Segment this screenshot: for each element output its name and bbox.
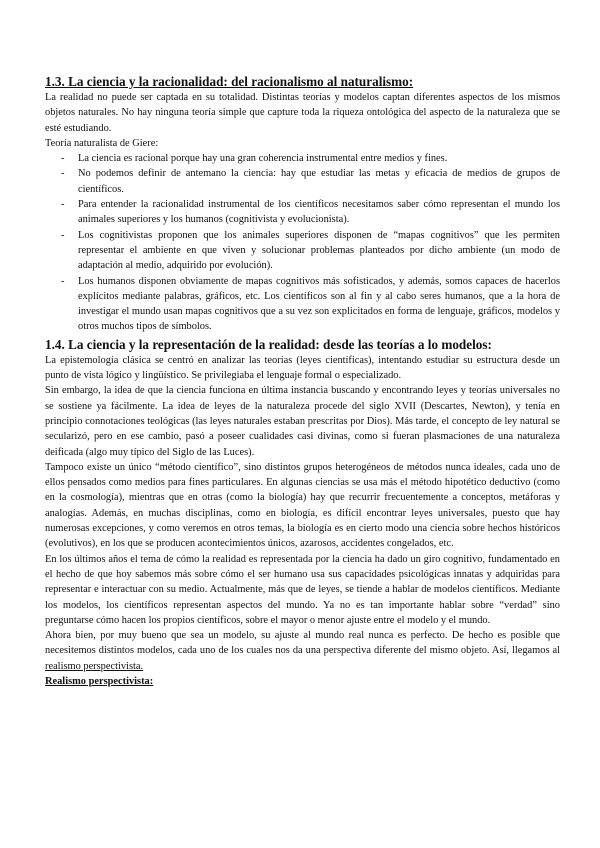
paragraph-epistemologia: La epistemología clásica se centró en analizar las teorías (leyes científicas), intentando estudiar su estructura desde un punto de vista lógico y lingüístico. Se privilegiaba el lenguaje formal o especializado. [45,354,560,382]
list-item: - La ciencia es racional porque hay una gran coherencia instrumental entre medios y fines. [78,151,560,166]
paragraph-giro-cognitivo: En los últimos años el tema de cómo la realidad es representada por la ciencia ha dado un giro cognitivo, fundamentado en el hecho de que hoy sabemos más sobre cómo el ser humano usa sus capacidades psicológicas innatas y adquiridas para representar e interactuar con su medio. Actualmente, más que de leyes, se tiende a hablar de modelos científicos. Mediante los modelos, los científicos representan aspectos del mundo. Ya no es tan importante hablar sobre “verdad” sino preguntarse cómo hacen los propios científicos, sobre el mayor o menor ajuste entre el modelo y el mundo. [45,553,560,626]
section-heading-1-3: 1.3. La ciencia y la racionalidad: del racionalismo al naturalismo: [45,74,414,89]
list-item: - Los humanos disponen obviamente de mapas cognitivos más sofisticados, y además, somos capaces de hacerlos explícitos mediante palabras, gráficos, etc. Los científicos son al fin y al cabo seres humanos, que a la hora de investigar el mundo usan mapas cognitivos que a su vez son explicitados en forma de lenguaje, gráficos, modelos y otros muchos tipos de símbolos. [78,274,560,335]
giere-bullet-list [45,151,560,335]
subheading-realismo-perspectivista: Realismo perspectivista: [45,675,154,687]
section-1-3-intro: La realidad no puede ser captada en su totalidad. Distintas teorías y modelos captan diferentes aspectos de los mismos objetos naturales. No hay ninguna teoría simple que capture toda la riqueza ontológica del aspecto de la naturaleza que se esté estudiando. [45,92,560,134]
paragraph-modelos [45,628,560,674]
paragraph-leyes: Sin embargo, la idea de que la ciencia funciona en última instancia buscando y encontrando leyes y teorías universales no se sostiene ya fácilmente. La idea de leyes de la naturaleza procede del siglo XVII (Descartes, Newton), y tenía en principio connotaciones teológicas (las leyes naturales estaban prescritas por Dios). Más tarde, el concepto de ley natural se secularizó, pero en ese cambio, pasó a poseer cualidades casi divinas, como si fueran plasmaciones de una naturaleza deificada (algo muy típico del Siglo de las Luces). [45,385,560,458]
list-item: - No podemos definir de antemano la ciencia: hay que estudiar las metas y eficacia de medios de grupos de científicos. [78,166,560,197]
paragraph-modelos-text: Ahora bien, por muy bueno que sea un modelo, su ajuste al mundo real nunca es perfecto. De hecho es posible que necesitemos distintos modelos, cada uno de los cuales nos da una perspectiva diferente del mismo objeto. Así, llegamos al [45,630,560,657]
section-heading-1-4: 1.4. La ciencia y la representación de la realidad: desde las teorías a lo modelos: [45,336,492,352]
giere-label: Teoría naturalista de Giere: [45,137,159,149]
document-page [45,73,560,689]
realismo-perspectivista-link: realismo perspectivista. [45,660,144,672]
list-item: - Para entender la racionalidad instrumental de los científicos necesitamos saber cómo representan el mundo los animales superiores y los humanos (cognitivista y evolucionista). [78,197,560,228]
paragraph-metodo: Tampoco existe un único “método científico”, sino distintos grupos heterogéneos de métodos nunca ideales, cada uno de ellos pensados como medios para fines particulares. En algunas ciencias se usa más el método hipotético deductivo (como en la cosmología), mientras que en otras (como la biología) hay que recurrir frecuentemente a conceptos, metáforas y analogías. Además, en muchas disciplinas, como en biología, es difícil encontrar leyes universales, puesto que hay numerosas excepciones, y como veremos en otros temas, la biología es en cierto modo una ciencia sobre hechos históricos (evolutivos), en los que se producen acontecimientos únicos, azarosos, accidentes congelados, etc. [45,461,560,550]
list-item: - Los cognitivistas proponen que los animales superiores disponen de “mapas cognitivos” que les permiten representar el ambiente en que viven y solucionar problemas planteados por dicho ambiente (un modo de adaptación al medio, adquirido por evolución). [78,228,560,274]
